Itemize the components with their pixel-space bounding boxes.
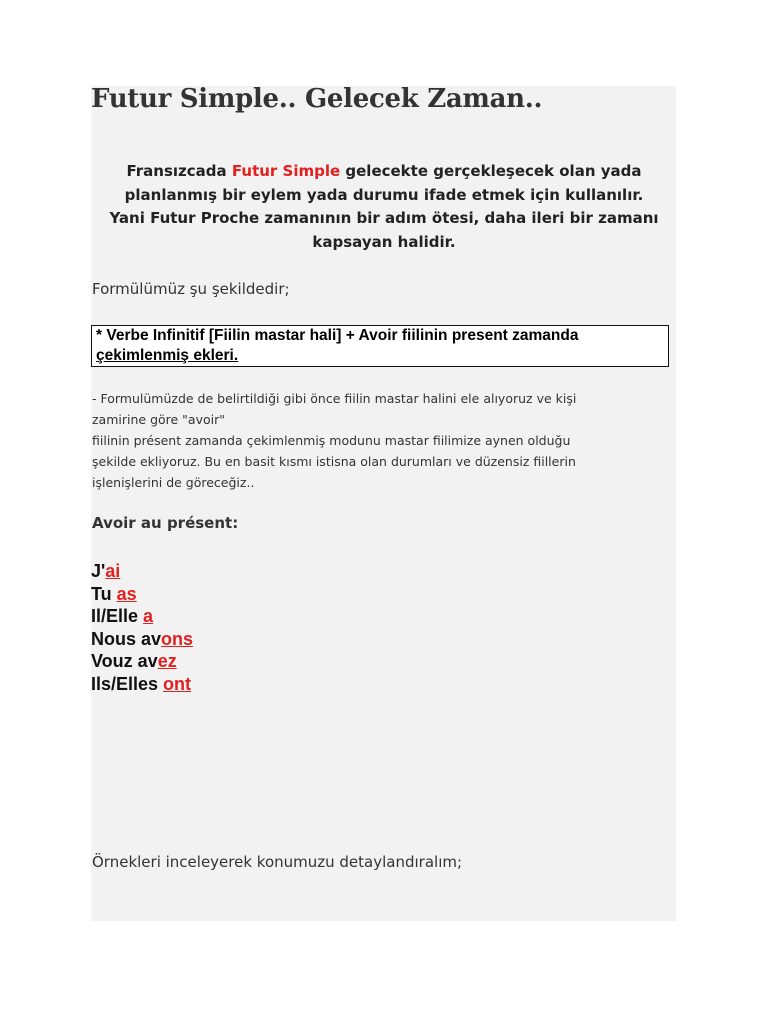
conjugation-item — [91, 650, 193, 673]
intro-line3: Yani Futur Proche zamanının bir adım ötesi, daha ileri bir zamanı — [109, 209, 659, 227]
conjugation-ending: ont — [163, 673, 192, 694]
conjugation-ending: ai — [105, 561, 121, 581]
conjugation-stem: Il/Elle — [91, 606, 144, 626]
conjugation-list — [91, 560, 193, 695]
conjugation-item — [91, 560, 193, 583]
formula-line1: * Verbe Infinitif [Fiilin mastar hali] + Avoir fiilinin present zamanda — [96, 327, 579, 344]
intro-highlight-futur-simple: Futur Simple — [231, 162, 341, 180]
page-title: Futur Simple.. Gelecek Zaman.. — [91, 84, 543, 114]
intro-line2: planlanmış bir eylem yada durumu ifade etmek için kullanılır. — [124, 185, 644, 204]
conjugation-ending: ez — [157, 651, 177, 671]
intro-paragraph — [96, 160, 672, 254]
conjugation-item — [91, 628, 193, 651]
conjugation-stem: Tu — [91, 583, 117, 604]
intro-line4: kapsayan halidir. — [312, 232, 456, 251]
explanation-line2: zamirine göre "avoir" — [92, 412, 225, 427]
explanation-paragraph — [92, 388, 668, 493]
conjugation-item — [91, 583, 193, 606]
formula-box — [91, 325, 669, 367]
conjugation-stem: Vouz av — [91, 651, 158, 671]
conjugation-stem: J' — [91, 561, 106, 581]
formula-line2: çekimlenmiş ekleri. — [96, 347, 239, 364]
conjugation-item — [91, 673, 193, 696]
conjugation-stem: Nous av — [91, 628, 162, 649]
intro-line1-post: gelecekte gerçekleşecek olan yada — [340, 162, 642, 180]
examples-intro: Örnekleri inceleyerek konumuzu detaylandıralım; — [92, 853, 463, 871]
formula-label: Formülümüz şu şekildedir; — [92, 280, 290, 298]
explanation-line1: - Formulümüzde de belirtildiği gibi önce fiilin mastar halini ele alıyoruz ve kişi — [92, 391, 577, 406]
conjugation-ending: ons — [161, 628, 194, 649]
conjugation-item — [91, 605, 193, 628]
conjugation-ending: as — [116, 583, 137, 604]
explanation-line5: işlenişlerini de göreceğiz.. — [92, 475, 255, 490]
conjugation-ending: a — [143, 606, 154, 626]
explanation-line4: şekilde ekliyoruz. Bu en basit kısmı istisna olan durumları ve düzensiz fiillerin — [92, 454, 576, 469]
intro-line1-pre: Fransızcada — [126, 162, 232, 180]
avoir-heading: Avoir au présent: — [92, 514, 239, 532]
explanation-line3: fiilinin présent zamanda çekimlenmiş modunu mastar fiilimize aynen olduğu — [92, 433, 571, 448]
conjugation-stem: Ils/Elles — [91, 673, 164, 694]
